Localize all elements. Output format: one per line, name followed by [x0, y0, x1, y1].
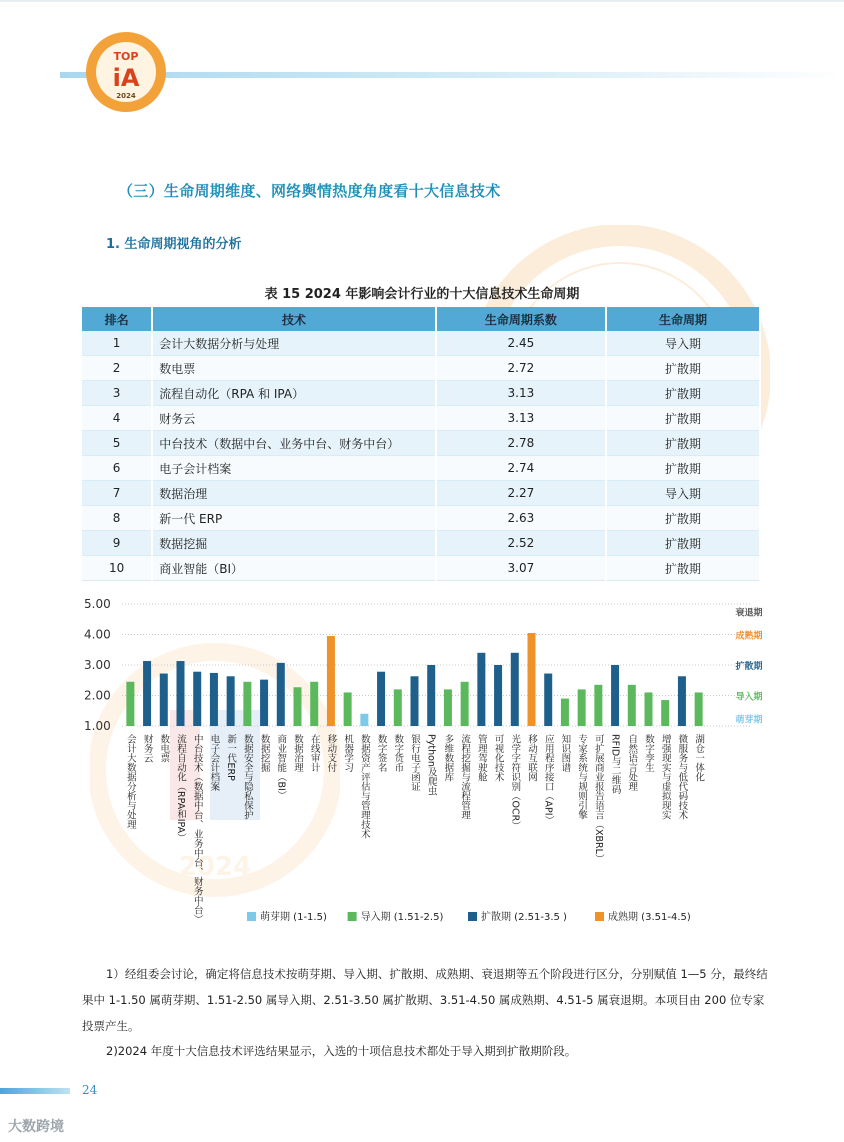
bar — [143, 661, 151, 726]
x-tick-label: 数字孪生 — [643, 734, 654, 772]
table-row — [82, 406, 760, 431]
rank-cell: 2 — [82, 356, 152, 381]
legend-swatch — [468, 912, 477, 921]
stage-label: 萌芽期 — [735, 715, 762, 726]
tech-cell: 电子会计档案 — [152, 456, 436, 481]
rank-cell: 6 — [82, 456, 152, 481]
table-header-row — [82, 307, 760, 331]
bar — [594, 685, 602, 726]
table-row — [82, 431, 760, 456]
bar — [193, 672, 201, 726]
table-row — [82, 531, 760, 556]
x-tick-label: 流程自动化（RPA和IPA） — [175, 734, 186, 843]
x-tick-label: 数字货币 — [392, 734, 404, 772]
rank-cell: 3 — [82, 381, 152, 406]
rank-cell: 5 — [82, 431, 152, 456]
bar — [511, 653, 519, 726]
x-tick-label: 数据挖掘 — [258, 734, 270, 772]
bar — [528, 633, 536, 726]
table-row — [82, 331, 760, 356]
bar — [394, 689, 402, 726]
bar — [243, 682, 251, 726]
bar — [561, 699, 569, 726]
rank-cell: 4 — [82, 406, 152, 431]
tech-cell: 数据挖掘 — [152, 531, 436, 556]
x-tick-label: 移动支付 — [325, 734, 337, 772]
tech-cell: 流程自动化（RPA 和 IPA） — [152, 381, 436, 406]
table-row — [82, 506, 760, 531]
table-row — [82, 481, 760, 506]
bar — [645, 692, 653, 726]
coef-cell: 2.72 — [436, 356, 606, 381]
header-tech: 技术 — [152, 307, 436, 331]
header-rank: 排名 — [82, 307, 152, 331]
bar — [327, 636, 335, 726]
bar — [126, 682, 134, 726]
page-number: 24 — [82, 1083, 98, 1097]
bar — [477, 653, 485, 726]
stage-cell: 导入期 — [606, 481, 760, 506]
section-title: （三）生命周期维度、网络舆情热度角度看十大信息技术 — [118, 182, 501, 200]
logo-top-text: TOP — [113, 50, 139, 63]
x-tick-label: 数据资产评估与管理技术 — [358, 734, 370, 839]
bar — [344, 692, 352, 726]
lifecycle-chart — [82, 592, 762, 942]
rank-cell: 1 — [82, 331, 152, 356]
bar — [427, 665, 435, 726]
x-tick-label: Python及爬虫 — [425, 734, 437, 796]
stage-cell: 扩散期 — [606, 431, 760, 456]
x-tick-label: 增强现实与虚拟现实 — [659, 734, 671, 820]
stage-label: 导入期 — [735, 692, 762, 703]
bar — [611, 665, 619, 726]
coef-cell: 2.74 — [436, 456, 606, 481]
bar — [444, 689, 452, 726]
stage-cell: 扩散期 — [606, 556, 760, 581]
stage-cell: 扩散期 — [606, 381, 760, 406]
x-tick-label: 多维数据库 — [442, 734, 454, 782]
x-tick-label: 可扩展商业报告语言（XBRL） — [592, 734, 604, 864]
lifecycle-chart-svg — [82, 592, 762, 942]
y-tick-label: 1.00 — [84, 719, 111, 733]
stage-cell: 扩散期 — [606, 506, 760, 531]
x-tick-label: 光学字符识别（OCR） — [509, 734, 521, 831]
stage-cell: 扩散期 — [606, 356, 760, 381]
x-tick-label: 可视化技术 — [492, 734, 504, 782]
legend-label: 导入期 (1.51-2.5) — [360, 912, 444, 923]
x-tick-label: 管理驾驶舱 — [475, 734, 487, 782]
x-tick-label: 知识图谱 — [559, 734, 571, 772]
legend-swatch — [247, 912, 256, 921]
x-tick-label: 新一代ERP — [225, 734, 237, 781]
lifecycle-table — [82, 307, 761, 581]
legend-label: 成熟期 (3.51-4.5) — [608, 912, 691, 923]
bar — [160, 674, 168, 726]
bar — [360, 714, 368, 726]
tech-cell: 新一代 ERP — [152, 506, 436, 531]
bar — [678, 676, 686, 726]
bar — [544, 674, 552, 726]
stage-cell: 导入期 — [606, 331, 760, 356]
bar — [310, 682, 318, 726]
header-rule — [60, 72, 844, 78]
coef-cell: 2.45 — [436, 331, 606, 356]
x-tick-label: 应用程序接口（API） — [542, 734, 554, 826]
stage-label: 扩散期 — [735, 662, 762, 672]
watermark-lower-year: 2024 — [178, 852, 252, 882]
stage-label: 衰退期 — [735, 608, 762, 619]
bar — [661, 700, 669, 726]
bar — [628, 685, 636, 726]
bar — [411, 676, 419, 726]
coef-cell: 2.78 — [436, 431, 606, 456]
table-row — [82, 356, 760, 381]
x-tick-label: 移动互联网 — [526, 734, 537, 782]
x-tick-label: 数字签名 — [375, 734, 387, 772]
bar — [177, 661, 185, 726]
y-tick-label: 5.00 — [84, 597, 111, 611]
header-stage: 生命周期 — [606, 307, 760, 331]
coef-cell: 3.13 — [436, 381, 606, 406]
stage-cell: 扩散期 — [606, 531, 760, 556]
logo-year-text: 2024 — [116, 92, 136, 100]
top-ia-logo — [84, 30, 168, 114]
table-row — [82, 556, 760, 581]
tech-cell: 财务云 — [152, 406, 436, 431]
bar — [377, 672, 385, 726]
x-tick-label: 数据治理 — [292, 734, 303, 772]
x-tick-label: 银行电子函证 — [409, 734, 420, 791]
x-tick-label: 专家系统与规则引擎 — [576, 734, 588, 820]
tech-cell: 数据治理 — [152, 481, 436, 506]
bar — [695, 692, 703, 726]
header-edge — [0, 0, 844, 2]
stage-cell: 扩散期 — [606, 456, 760, 481]
bar — [461, 682, 469, 726]
coef-cell: 2.27 — [436, 481, 606, 506]
x-tick-label: 微服务与低代码技术 — [676, 734, 688, 820]
legend-label: 扩散期 (2.51-3.5 ) — [481, 912, 567, 923]
x-tick-label: 流程挖掘与流程管理 — [459, 734, 471, 820]
x-tick-label: 数据安全与隐私保护 — [241, 734, 253, 820]
logo-main-text: iA — [112, 64, 140, 92]
bar — [227, 676, 235, 726]
legend-swatch — [348, 912, 357, 921]
bar — [260, 680, 268, 726]
tech-cell: 会计大数据分析与处理 — [152, 331, 436, 356]
x-tick-label: RFID与二维码 — [609, 734, 621, 795]
note-1: 1）经组委会讨论，确定将信息技术按萌芽期、导入期、扩散期、成熟期、衰退期等五个阶段进行区分，分别赋值 1—5 分，最终结果中 1-1.50 属萌芽期、1.51-2.50 属导入期、2.51-3.50 属扩散期、3.51-4.50 属成熟期、4.51-5 属衰退期。本项目由 200 位专家投票产生。 — [82, 967, 768, 1033]
y-tick-label: 4.00 — [84, 627, 111, 642]
bar — [277, 663, 285, 726]
stage-label: 成熟期 — [735, 631, 762, 642]
sub-title: 1. 生命周期视角的分析 — [106, 237, 242, 252]
bar — [210, 673, 218, 726]
header-coef: 生命周期系数 — [436, 307, 606, 331]
brand-watermark: 大数跨境 — [8, 1119, 64, 1135]
rank-cell: 8 — [82, 506, 152, 531]
rank-cell: 7 — [82, 481, 152, 506]
x-tick-label: 会计大数据分析与处理 — [124, 734, 136, 829]
coef-cell: 2.63 — [436, 506, 606, 531]
x-tick-label: 在线审计 — [308, 734, 320, 772]
x-tick-label: 机器学习 — [342, 734, 354, 772]
x-tick-label: 中台技术（数据中台、业务中台、财务中台） — [191, 734, 203, 924]
legend-label: 萌芽期 (1-1.5) — [260, 912, 327, 923]
footer-rule — [0, 1088, 70, 1094]
coef-cell: 3.13 — [436, 406, 606, 431]
rank-cell: 10 — [82, 556, 152, 581]
y-tick-label: 2.00 — [84, 688, 111, 703]
rank-cell: 9 — [82, 531, 152, 556]
tech-cell: 商业智能（BI） — [152, 556, 436, 581]
x-tick-label: 财务云 — [141, 734, 153, 763]
bar — [294, 687, 302, 726]
note-2: 2)2024 年度十大信息技术评选结果显示，入选的十项信息技术都处于导入期到扩散期阶段。 — [106, 1044, 577, 1058]
x-tick-label: 商业智能（BI） — [275, 734, 287, 801]
tech-cell: 中台技术（数据中台、业务中台、财务中台） — [152, 431, 436, 456]
y-tick-label: 3.00 — [84, 658, 111, 672]
x-tick-label: 自然语言处理 — [626, 734, 638, 791]
bar — [494, 665, 502, 726]
coef-cell: 3.07 — [436, 556, 606, 581]
tech-cell: 数电票 — [152, 356, 436, 381]
bar — [578, 689, 586, 726]
stage-cell: 扩散期 — [606, 406, 760, 431]
table-row — [82, 381, 760, 406]
x-tick-label: 电子会计档案 — [208, 734, 220, 791]
table-row — [82, 456, 760, 481]
table-caption: 表 15 2024 年影响会计行业的十大信息技术生命周期 — [264, 287, 580, 302]
x-tick-label: 数电票 — [158, 734, 170, 763]
x-tick-label: 湖仓一体化 — [693, 734, 705, 782]
coef-cell: 2.52 — [436, 531, 606, 556]
legend-swatch — [595, 912, 604, 921]
